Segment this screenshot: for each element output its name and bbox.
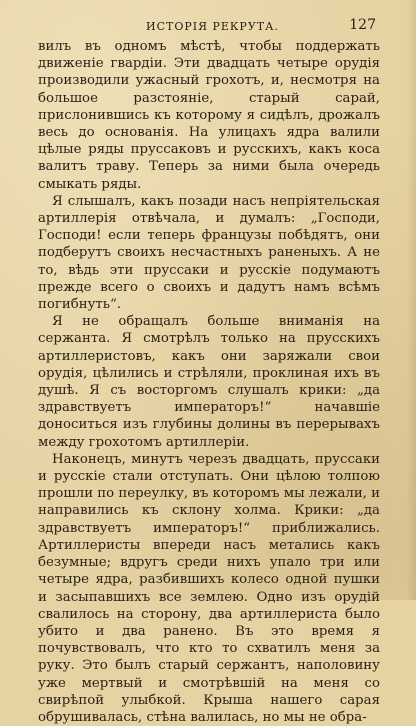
page-edge-shadow [406, 0, 416, 600]
body-text [38, 38, 380, 726]
running-head [38, 17, 380, 37]
paragraph-watching-gunners: Я не обращалъ больше вниманія на сержанта. Я смотрѣлъ только на прусскихъ артиллеристовъ, какъ они заряжали свои орудія, цѣлились и стрѣляли, проклиная ихъ въ душѣ. Я съ восторгомъ слушалъ крики: „да здравствуетъ императоръ!“ начавшіе доноситься изъ глубины долины въ перерывахъ между грохотомъ артиллеріи. [38, 314, 380, 450]
paragraph-retreat: Наконецъ, минутъ черезъ двадцать, пруссаки и русскіе стали отступать. Они цѣлою толпою прошли по переулку, въ которомъ мы лежали, и направились къ склону холма. Крики: „да здравствуетъ императоръ!“ приближались. Артиллеристы впереди насъ метались какъ безумные; вдругъ среди нихъ упало три или четыре ядра, разбившихъ колесо одной пушки и засыпавшихъ все землею. Одно изъ орудій свалилось на сторону, два артиллериста было убито и два ранено. Въ это время я почувствовалъ, что кто то схватилъ меня за руку. Это былъ старый сержантъ, наполовину уже мертвый и смотрѣвшій на меня со свирѣпой улыбкой. Крыша нашего сарая обрушивалась, стѣна валилась, но мы не обра- [38, 451, 380, 725]
page-number: 127 [349, 17, 376, 33]
running-title: ИСТОРІЯ РЕКРУТА. [146, 20, 279, 33]
paragraph-artillery-thoughts: Я слышалъ, какъ позади насъ непріятельская артиллерія отвѣчала, и думалъ: „Господи, Господи! если теперь французы побѣдятъ, они подберутъ своихъ несчастныхъ раненыхъ. А не то, вѣдь эти пруссаки и русскіе подумаютъ прежде всего о своихъ и дадутъ намъ всѣмъ погибнуть“. [38, 193, 380, 313]
paragraph-continuation: вилъ въ одномъ мѣстѣ, чтобы поддержать движеніе гвардіи. Эти двадцать четыре орудія производили ужасный грохотъ, и, несмотря на большое разстояніе, старый сарай, прислонившись къ которому я сидѣлъ, дрожалъ весь до основанія. На улицахъ ядра валили цѣлые ряды пруссаковъ и русскихъ, какъ коса валитъ траву. Теперь за ними была очередь смыкать ряды. [38, 39, 380, 192]
